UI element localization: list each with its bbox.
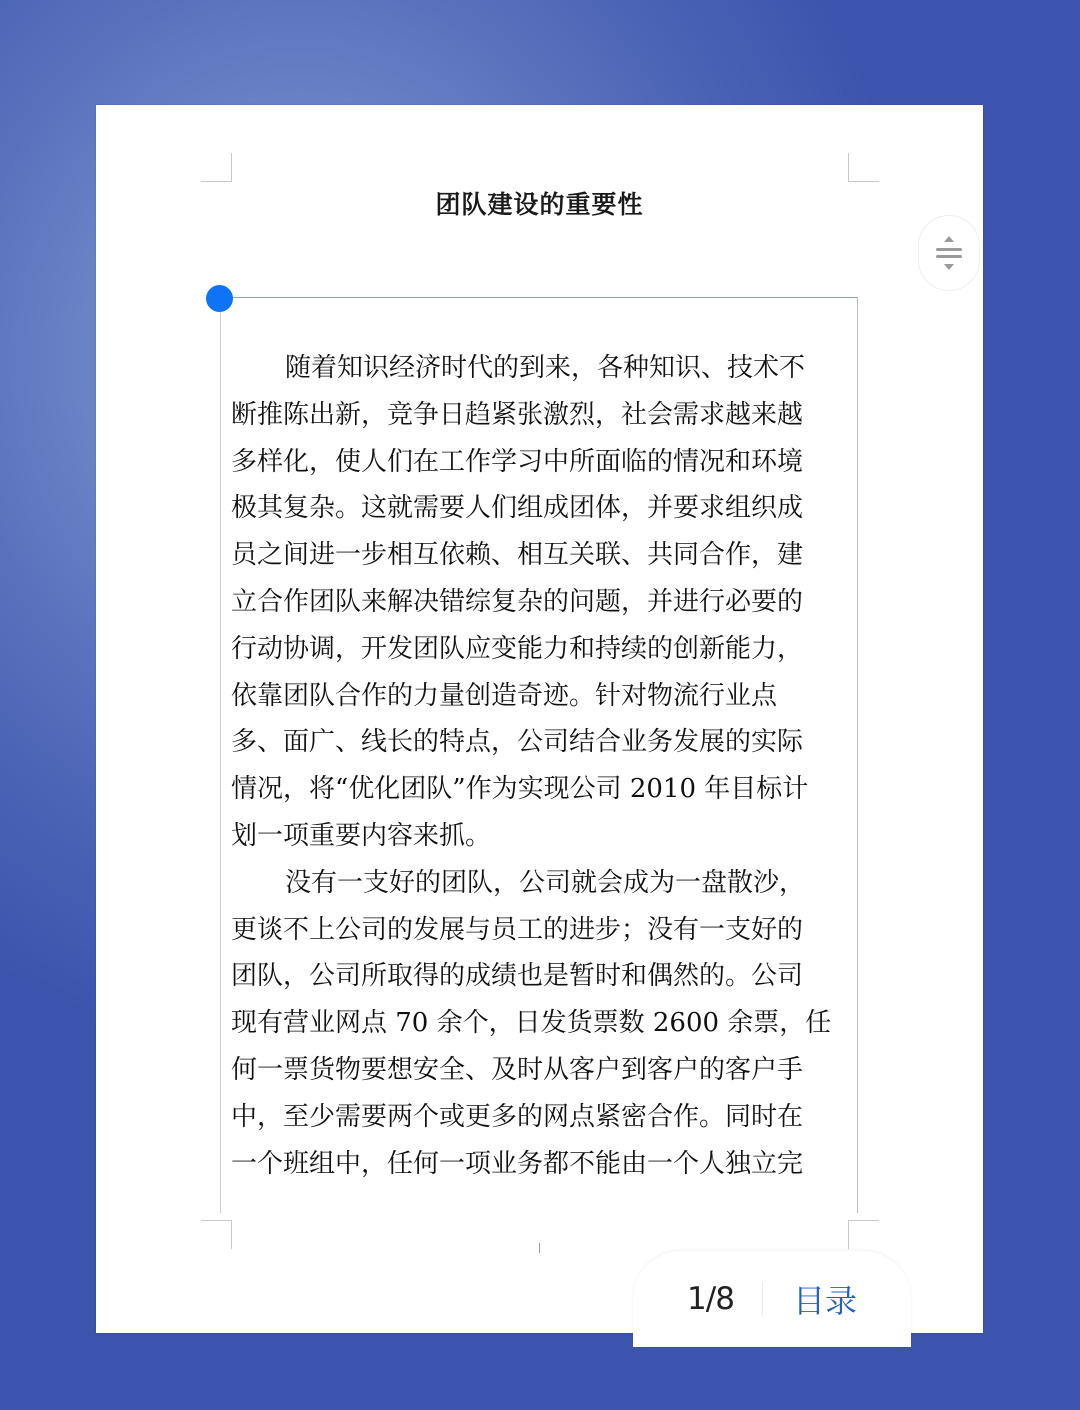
text-line: 划一项重要内容来抓。 — [231, 820, 492, 851]
paragraph — [231, 860, 841, 1188]
text-line: 员之间进一步相互依赖、相互关联、共同合作，建 — [231, 540, 804, 571]
page-corner-mark-top-left — [201, 153, 232, 182]
text-line: 何一票货物要想安全、及时从客户到客户的客户手 — [231, 1054, 804, 1085]
arrow-down-icon — [944, 264, 954, 270]
page-indicator[interactable]: 1/8 — [687, 1281, 734, 1317]
scroll-handle-button[interactable] — [918, 215, 980, 291]
page-corner-mark-bottom-right — [848, 1220, 879, 1249]
paragraph — [231, 345, 841, 860]
page-center-mark — [539, 1243, 540, 1253]
table-of-contents-button[interactable]: 目录 — [792, 1282, 857, 1320]
text-line: 多、面广、线长的特点，公司结合业务发展的实际 — [231, 727, 804, 758]
text-line: 行动协调，开发团队应变能力和持续的创新能力， — [231, 633, 804, 664]
text-line: 极其复杂。这就需要人们组成团体，并要求组织成 — [231, 493, 804, 524]
text-line: 多样化，使人们在工作学习中所面临的情况和环境 — [231, 446, 804, 477]
text-line: 团队，公司所取得的成绩也是暂时和偶然的。公司 — [231, 961, 804, 992]
text-line: 一个班组中，任何一项业务都不能由一个人独立完 — [231, 1148, 804, 1179]
text-line: 没有一支好的团队，公司就会成为一盘散沙， — [285, 867, 806, 898]
text-line: 随着知识经济时代的到来，各种知识、技术不 — [285, 353, 806, 383]
grip-line-icon — [936, 255, 962, 258]
text-line: 断推陈出新，竞争日趋紧张激烈，社会需求越来越 — [231, 399, 804, 430]
grip-line-icon — [936, 248, 962, 251]
text-line: 中，至少需要两个或更多的网点紧密合作。同时在 — [231, 1101, 804, 1132]
page-navigator — [633, 1251, 911, 1347]
document-page — [96, 105, 983, 1333]
text-line: 依靠团队合作的力量创造奇迹。针对物流行业点 — [231, 680, 778, 711]
arrow-up-icon — [944, 236, 954, 242]
page-corner-mark-bottom-left — [201, 1220, 232, 1249]
text-line: 立合作团队来解决错综复杂的问题，并进行必要的 — [231, 586, 804, 617]
text-line: 情况，将“优化团队”作为实现公司 2010 年目标计 — [231, 774, 809, 805]
page-corner-mark-top-right — [848, 153, 879, 182]
selection-handle[interactable] — [206, 285, 233, 312]
document-title: 团队建设的重要性 — [435, 190, 644, 219]
text-line: 更谈不上公司的发展与员工的进步；没有一支好的 — [231, 914, 804, 945]
text-line: 现有营业网点 70 余个，日发货票数 2600 余票，任 — [231, 1008, 832, 1039]
document-body — [231, 345, 841, 1187]
